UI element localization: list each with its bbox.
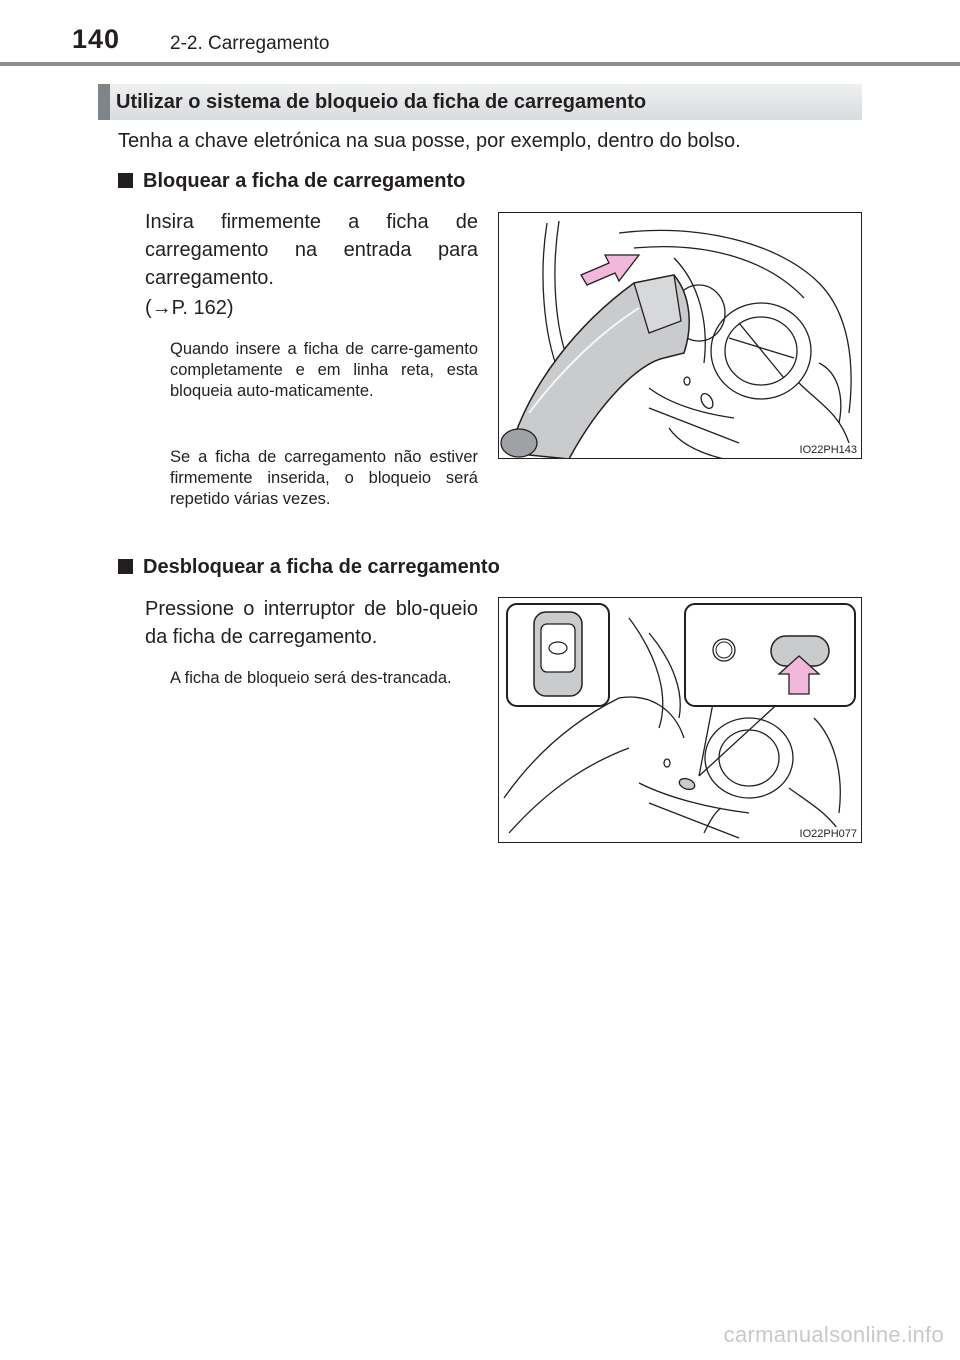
square-bullet-icon [118,559,133,574]
lock-heading-text: Bloquear a ficha de carregamento [143,170,466,192]
header-divider [0,62,960,66]
breadcrumb: 2-2. Carregamento [170,33,330,54]
unlock-switch-figure [498,597,862,843]
figure-code-1: IO22PH143 [799,444,857,456]
figure-code-2: IO22PH077 [799,828,857,840]
lock-note-1: Quando insere a ficha de carre-gamento completamente e em linha reta, esta bloqueia auto-maticamente. [170,340,478,400]
plug-insertion-illustration [499,213,862,459]
square-bullet-icon [118,173,133,188]
lock-instruction: Insira firmemente a ficha de carregamento na entrada para carregamento. [145,211,478,289]
watermark: carmanualsonline.info [723,1322,944,1347]
lock-reference: (→P. 162) [145,297,234,319]
page-number: 140 [72,24,121,54]
lock-note-2: Se a ficha de carregamento não estiver firmemente inserida, o bloqueio será repetido várias vezes. [170,448,478,508]
lock-heading [118,170,465,193]
unlock-heading-text: Desbloquear a ficha de carregamento [143,556,500,578]
intro-text: Tenha a chave eletrónica na sua posse, por exemplo, dentro do bolso. [118,130,741,152]
plug-insertion-figure [498,212,862,459]
unlock-switch-illustration [499,598,862,843]
unlock-heading [118,556,500,579]
unlock-note: A ficha de bloqueio será des-trancada. [170,669,452,687]
section-title: Utilizar o sistema de bloqueio da ficha de carregamento [116,91,647,113]
unlock-instruction: Pressione o interruptor de blo-queio da ficha de carregamento. [145,598,478,648]
